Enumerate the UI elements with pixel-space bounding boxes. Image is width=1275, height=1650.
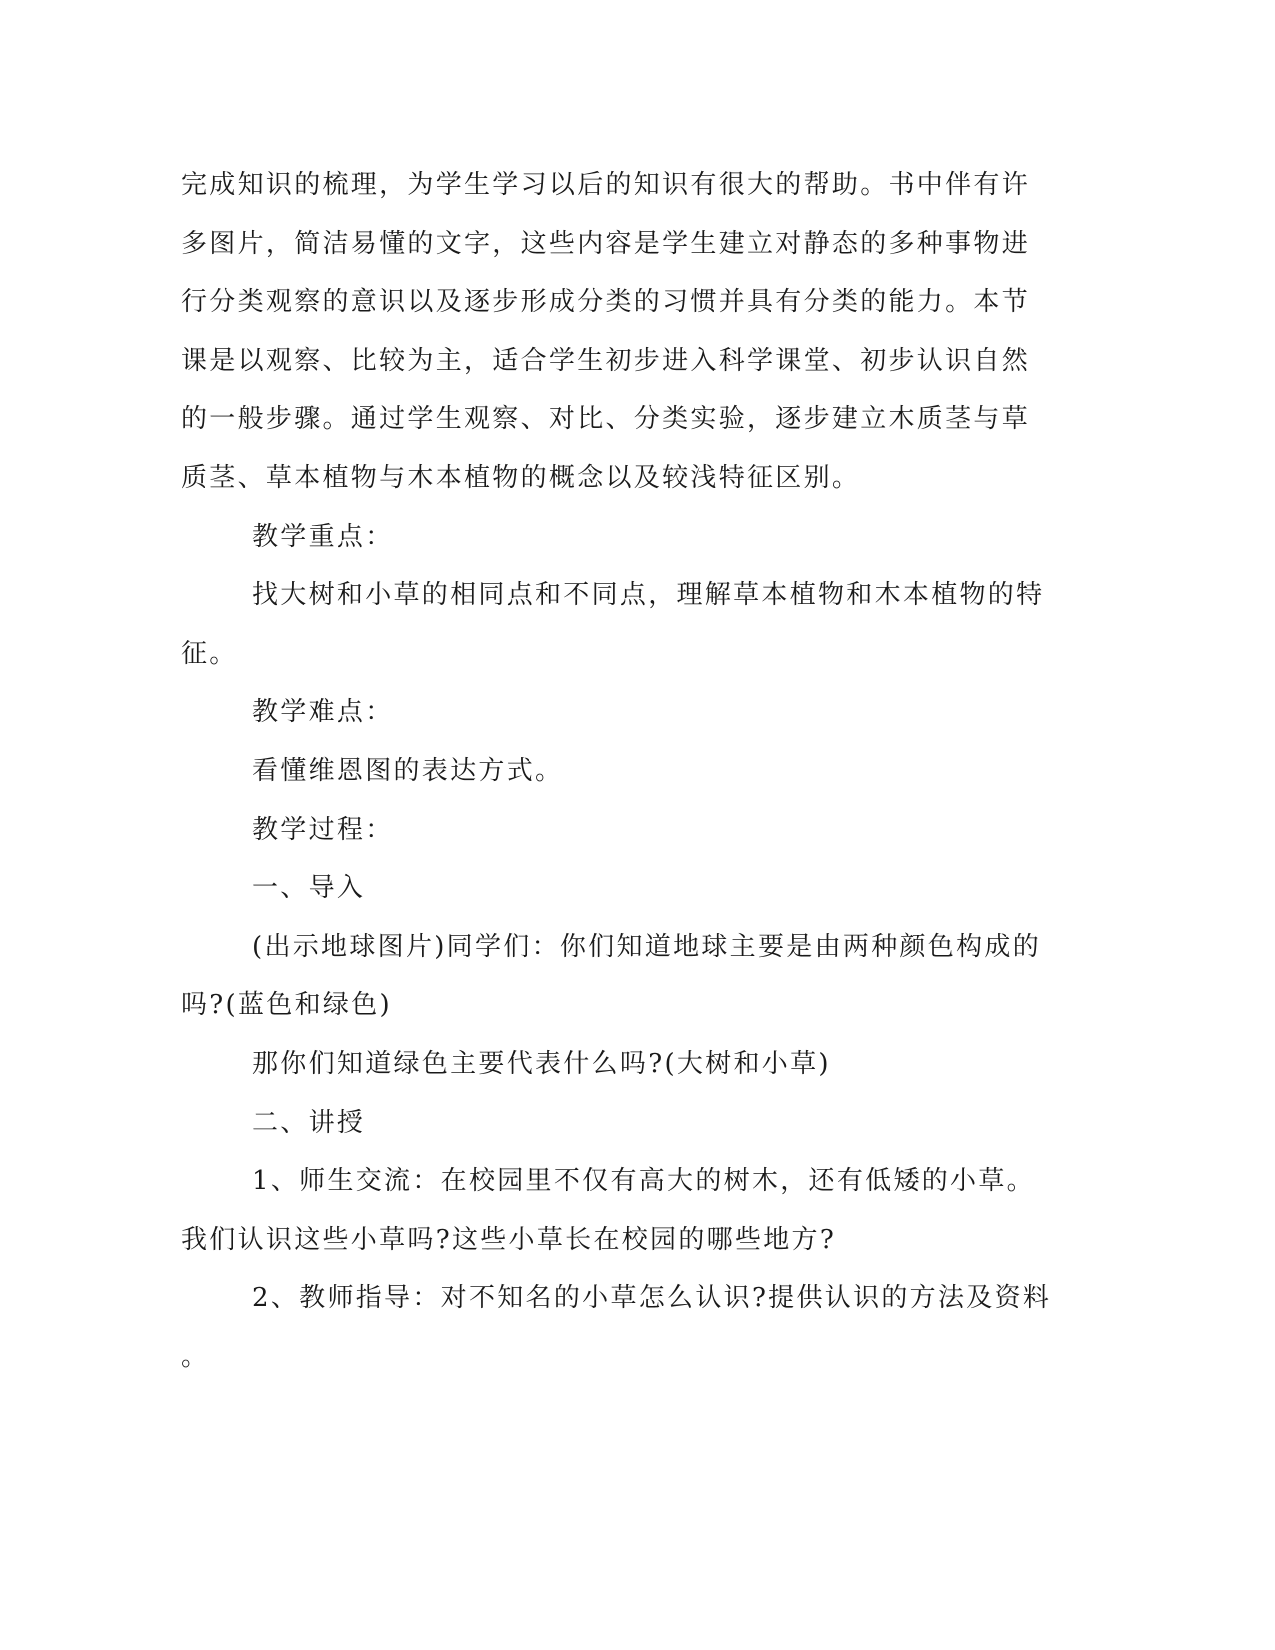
paragraph-line: 吗?(蓝色和绿色)	[181, 990, 392, 1021]
paragraph-line: 行分类观察的意识以及逐步形成分类的习惯并具有分类的能力。本节	[181, 287, 1031, 318]
document-body	[181, 156, 1052, 1386]
section-heading-teaching-difficulty: 教学难点：	[252, 697, 394, 728]
paragraph-line: 看懂维恩图的表达方式。	[252, 755, 564, 786]
paragraph-line: 征。	[181, 638, 238, 669]
paragraph-line: 质茎、草本植物与木本植物的概念以及较浅特征区别。	[181, 462, 861, 493]
paragraph-line: 课是以观察、比较为主，适合学生初步进入科学课堂、初步认识自然	[181, 345, 1031, 376]
paragraph-line: (出示地球图片)同学们：你们知道地球主要是由两种颜色构成的	[252, 931, 1041, 962]
section-heading-teaching-process: 教学过程：	[252, 814, 394, 845]
paragraph-line: 那你们知道绿色主要代表什么吗?(大树和小草)	[252, 1048, 831, 1079]
paragraph-line: 我们认识这些小草吗?这些小草长在校园的哪些地方?	[181, 1224, 837, 1255]
paragraph-line: 完成知识的梳理，为学生学习以后的知识有很大的帮助。书中伴有许	[181, 170, 1031, 200]
paragraph-line: 1、师生交流：在校园里不仅有高大的树木，还有低矮的小草。	[252, 1166, 1035, 1197]
paragraph-line: 找大树和小草的相同点和不同点，理解草本植物和木本植物的特	[252, 580, 1045, 611]
section-heading-teaching-focus: 教学重点：	[252, 521, 394, 552]
section-heading-introduction: 一、导入	[252, 873, 366, 904]
section-heading-instruction: 二、讲授	[252, 1107, 366, 1138]
paragraph-line: 多图片，简洁易懂的文字，这些内容是学生建立对静态的多种事物进	[181, 228, 1031, 259]
paragraph-line: 的一般步骤。通过学生观察、对比、分类实验，逐步建立木质茎与草	[181, 404, 1031, 435]
paragraph-line: 2、教师指导：对不知名的小草怎么认识?提供认识的方法及资料	[252, 1283, 1052, 1314]
paragraph-line: 。	[181, 1341, 210, 1372]
